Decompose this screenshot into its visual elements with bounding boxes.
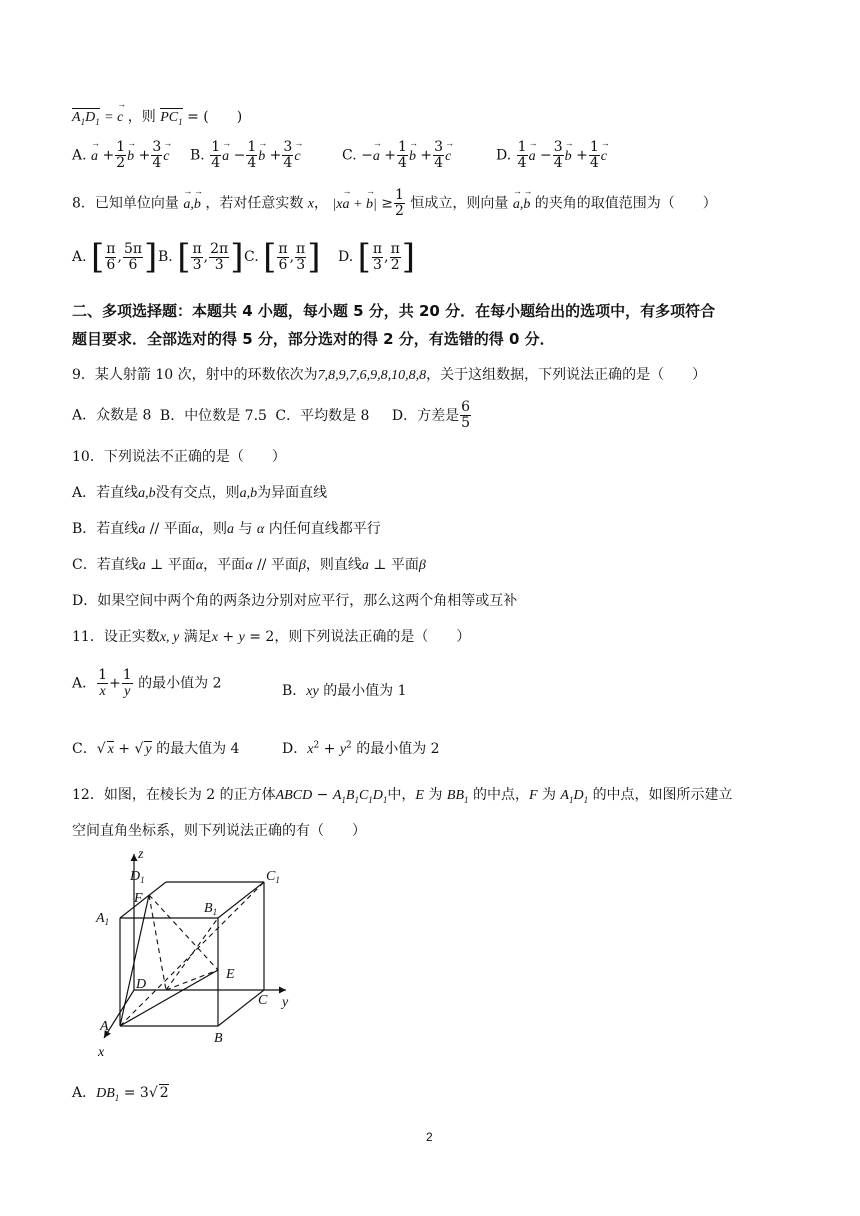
label-d1: $D_1$ — [130, 869, 145, 885]
q8-option-d: D. [ $\frac{\pi}{3}$ , $\frac{\pi}{2}$ ] — [338, 237, 416, 277]
q9-option-b: B．中位数是 7.5 — [159, 407, 267, 424]
vec-c: c → — [117, 110, 123, 126]
q10-option-a: A．若直线a,b没有交点，则a,b为异面直线 — [72, 485, 328, 501]
vec-a1d1: $A_1D_1$ — [72, 110, 100, 127]
q10-option-c: C．若直线a ⊥ 平面α，平面α // 平面β，则直线a ⊥ 平面β — [72, 557, 426, 573]
section2-heading-line1: 二、多项选择题：本题共 4 小题，每小题 5 分，共 20 分．在每小题给出的选项中，有多项符合 — [72, 302, 716, 320]
q7-cont-suffix: = ( ) — [187, 109, 243, 125]
q10-option-d: D．如果空间中两个角的两条边分别对应平行，那么这两个角相等或互补 — [72, 593, 518, 609]
q7-option-b: B. $\frac{1}{4}$ a → − $\frac{1}{4}$ b → + $\frac{3}{4}$ c → — [190, 140, 301, 171]
q8-stem: 8．已知单位向量 a →,b → ，若对任意实数 x， |xa → + b →| ≥ $\frac{1}{2}$ 恒成立，则向量 a →,b → 的夹角的取值范围为（ ） — [72, 188, 717, 219]
label-a1: $A_1$ — [96, 911, 110, 927]
q11-option-c: C．√ x + √ y 的最大值为 4 — [72, 741, 240, 757]
cube-figure — [86, 840, 316, 1060]
page-number: 2 — [426, 1130, 433, 1144]
q11-option-b: B．xy 的最小值为 1 — [282, 683, 407, 699]
q12-stem-line1: 12．如图，在棱长为 2 的正方体ABCD − $A_1B_1C_1D_1$中，E 为 $BB_1$ 的中点，F 为 $A_1D_1$ 的中点，如图所示建立 — [72, 787, 733, 805]
label-x: x — [98, 1045, 105, 1060]
q9-option-c: C．平均数是 8 — [275, 407, 370, 424]
section2-heading-line2: 题目要求．全部选对的得 5 分，部分选对的得 2 分，有选错的得 0 分． — [72, 330, 555, 348]
q12-option-a: A．$DB_1 = 3√$ 2 — [72, 1085, 169, 1103]
label-z: z — [138, 847, 144, 862]
q8-option-c: C. [ $\frac{\pi}{6}$ , $\frac{\pi}{3}$ ] — [244, 237, 321, 277]
q12-stem-line2: 空间直角坐标系，则下列说法正确的有（ ） — [72, 823, 366, 839]
q11-option-d: D．$x^2 + y^2$ 的最小值为 2 — [282, 740, 440, 757]
q7-option-c: C. −a → + $\frac{1}{4}$ b → + $\frac{3}{4}$ c → — [342, 140, 451, 171]
label-c1: $C_1$ — [266, 869, 280, 885]
label-f: F — [134, 891, 143, 906]
q9-stem: 9．某人射箭 10 次，射中的环数依次为7,8,9,7,6,9,8,10,8,8，关于这组数据，下列说法正确的是（ ） — [72, 367, 707, 383]
vec-pc1: $PC_1$ — [160, 110, 183, 127]
q10-stem: 10．下列说法不正确的是（ ） — [72, 449, 286, 465]
label-e: E — [226, 967, 235, 982]
label-b: B — [214, 1031, 223, 1046]
q11-option-a: A． $\frac{1}{x}$ + $\frac{1}{y}$ 的最小值为 2 — [72, 667, 222, 699]
q8-option-a: A. [ $\frac{\pi}{6}$ , $\frac{5\pi}{6}$ ] — [72, 237, 158, 277]
q9-option-d: D．方差是 $\frac{6}{5}$ — [391, 399, 471, 431]
label-c: C — [258, 993, 268, 1008]
q9-option-a: A．众数是 8 — [72, 407, 152, 424]
label-a: A — [100, 1019, 109, 1034]
q11-stem: 11．设正实数x, y 满足x + y = 2，则下列说法正确的是（ ） — [72, 629, 471, 645]
label-y: y — [282, 995, 289, 1010]
q9-data: 7,8,9,7,6,9,8,10,8,8 — [317, 368, 427, 383]
q10-option-b: B．若直线a // 平面α，则a 与 α 内任何直线都平行 — [72, 521, 381, 537]
q8-option-b: B. [ $\frac{\pi}{3}$ , $\frac{2\pi}{3}$ ] — [158, 237, 244, 277]
q7-option-d: D. $\frac{1}{4}$ a → − $\frac{3}{4}$ b → + $\frac{1}{4}$ c → — [496, 140, 607, 171]
label-b1: $B_1$ — [204, 901, 218, 917]
q7-cont-prefix: ，则 — [127, 109, 156, 125]
q9-options — [72, 400, 472, 431]
q7-continuation: $A_1D_1 = c$ → ，则 $PC_1$ = ( ) — [72, 106, 242, 127]
label-d: D — [136, 977, 147, 992]
q7-option-a: A. a → + $\frac{1}{2}$ b → + $\frac{3}{4}$ c → — [72, 140, 169, 171]
